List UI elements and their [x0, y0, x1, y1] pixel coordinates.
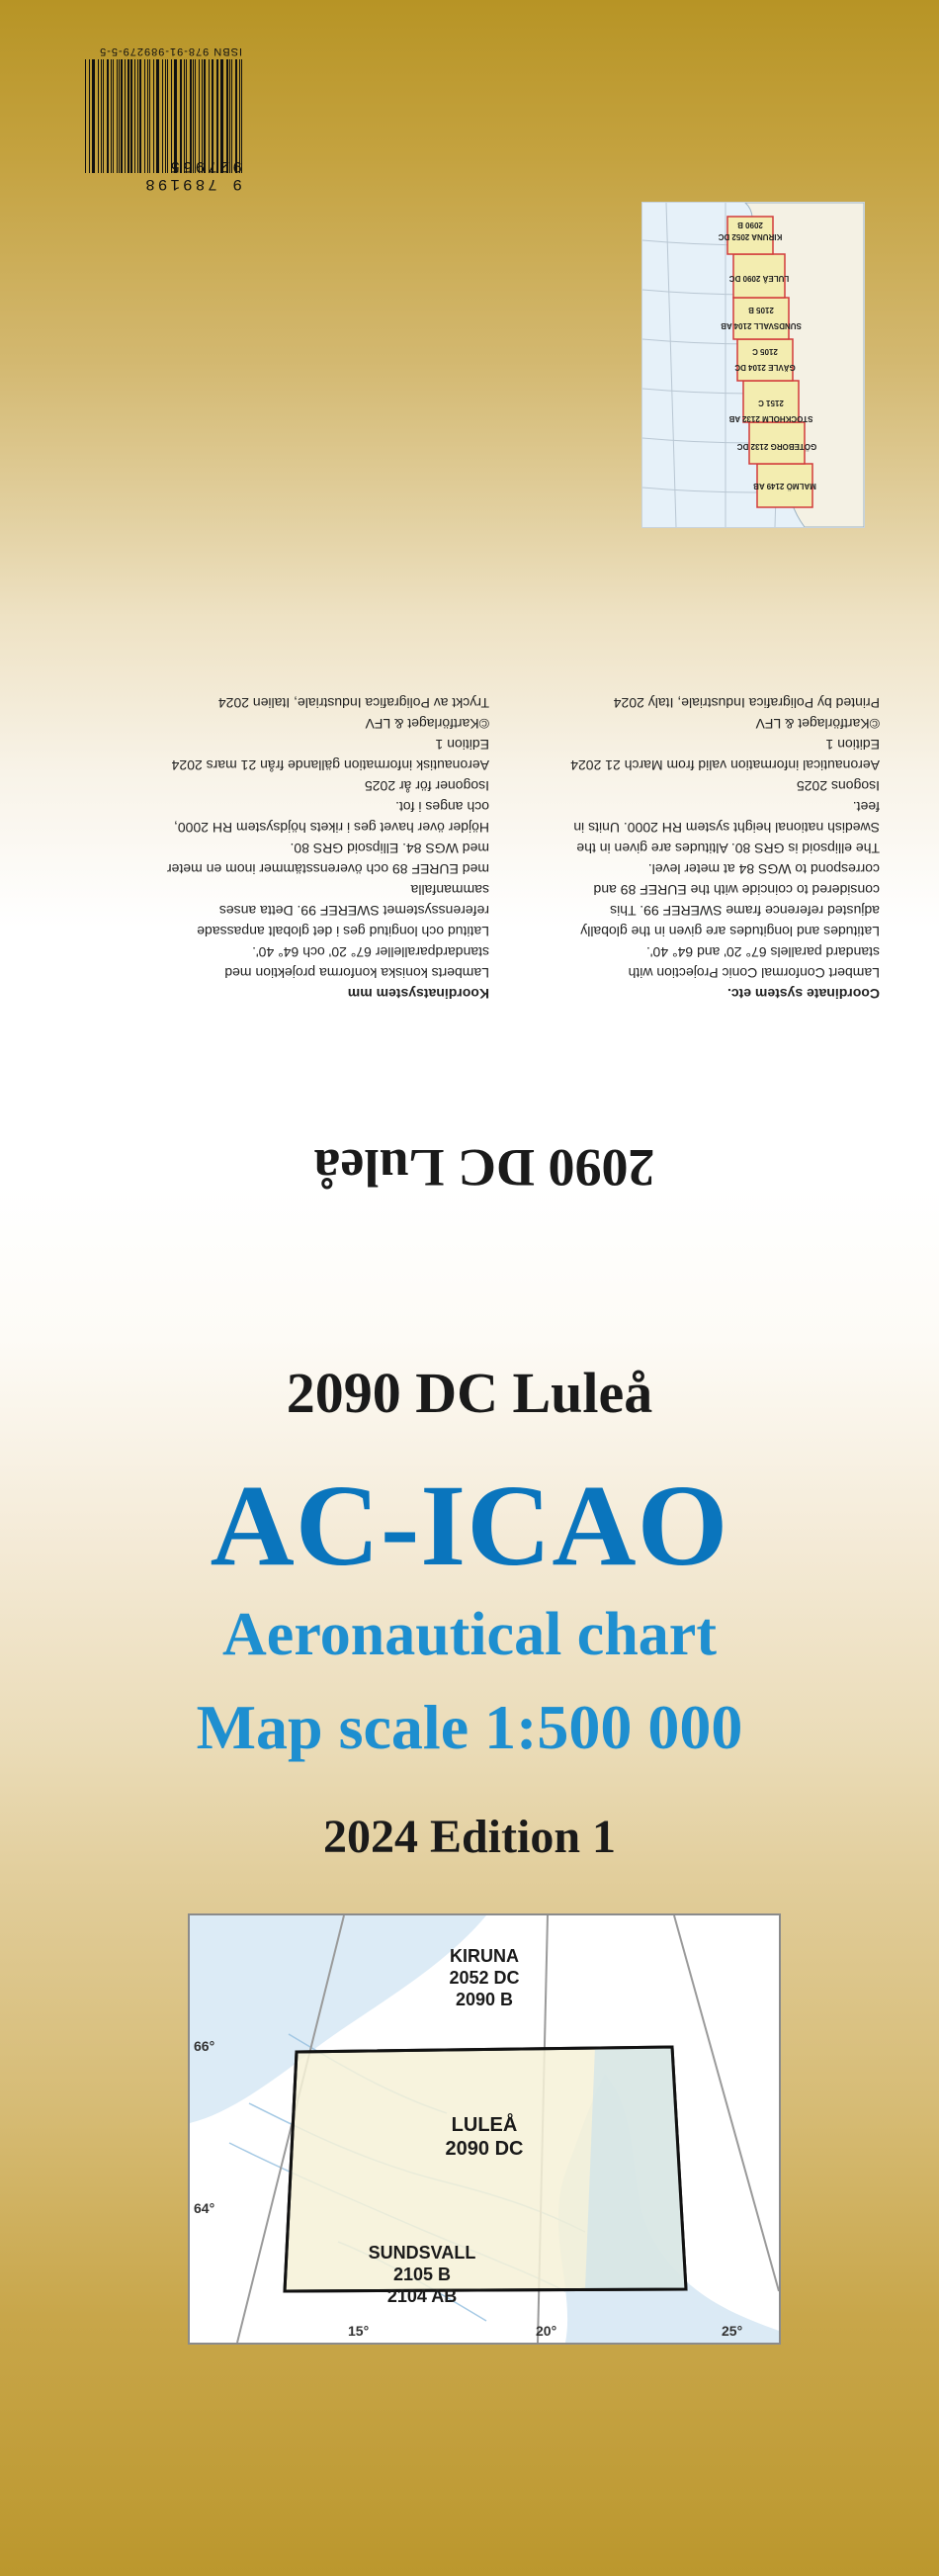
barcode-bar: [184, 59, 185, 173]
barcode-bar: [156, 59, 158, 173]
english-info-block: [554, 692, 880, 1004]
english-line: Aeronautical information valid from March 21 2024: [570, 757, 880, 773]
key-map-center-label: [425, 2113, 544, 2161]
english-line: Swedish national height system RH 2000. Units in feet.: [573, 799, 880, 836]
english-line: ©Kartförlaget & LFV: [755, 716, 880, 732]
back-title: 2090 DC Luleå: [313, 1138, 655, 1198]
english-line: Isogons 2025: [796, 778, 880, 794]
key-map-north-label: [425, 1945, 544, 2010]
key-map-south-label: [348, 2242, 496, 2307]
isbn-text: ISBN 978-91-989279-5-5: [99, 45, 242, 57]
chart-subtitle: 2090 DC Luleå: [286, 1361, 653, 1425]
barcode-bar: [171, 59, 172, 173]
barcode-bar: [213, 59, 214, 173]
swedish-line: Isogoner för år 2025: [364, 778, 489, 794]
barcode-bar: [126, 59, 127, 173]
barcode-bar: [111, 59, 112, 173]
index-map-label: LULEÅ 2090 DC: [728, 274, 790, 283]
center-sheet-code: 2090 DC: [445, 2138, 524, 2160]
index-map-label: MALMÖ 2149 AB: [753, 482, 816, 490]
barcode-bar: [101, 59, 102, 173]
index-map-label: SUNDSVALL 2104 AB: [721, 321, 802, 330]
edition-label: 2024 Edition 1: [322, 1811, 617, 1863]
swedish-line: med EUREF 89 och överensstämmer inom en meter: [166, 861, 489, 877]
swedish-line: Tryckt av Poligrafica Industriale, Italien 2024: [217, 695, 489, 711]
barcode-bar: [153, 59, 154, 173]
barcode-bar: [139, 59, 141, 173]
barcode-bar: [217, 59, 218, 173]
barcode-bar: [159, 59, 160, 173]
swedish-line: med WGS 84. Ellipsoid GRS 80.: [290, 841, 489, 856]
latitude-label: 66°: [194, 2038, 215, 2054]
swedish-line: ©Kartförlaget & LFV: [365, 716, 489, 732]
barcode-bar: [180, 59, 181, 173]
barcode-bar: [162, 59, 163, 173]
barcode-bar: [99, 59, 100, 173]
english-line: standard parallels 67° 20' and 64° 40'.: [645, 944, 880, 960]
barcode-bar: [220, 59, 222, 173]
barcode-bar: [89, 59, 90, 173]
barcode-bar: [92, 59, 94, 173]
barcode-bar: [130, 59, 131, 173]
latitude-label: 64°: [194, 2200, 215, 2216]
barcode-bar: [235, 59, 237, 173]
map-scale: Map scale 1:500 000: [196, 1692, 743, 1762]
north-sheet-name: KIRUNA: [450, 1946, 519, 1966]
barcode-bar: [199, 59, 200, 173]
barcode-bar: [121, 59, 122, 173]
barcode-bar: [113, 59, 114, 173]
barcode-bar: [202, 59, 203, 173]
center-sheet-name: LULEÅ: [451, 2114, 518, 2136]
swedish-line: Aeronautisk information gällande från 21 mars 2024: [171, 757, 489, 773]
barcode-bar: [120, 59, 121, 173]
barcode-bar: [231, 59, 232, 173]
barcode-bar: [212, 59, 213, 173]
barcode-bar: [209, 59, 210, 173]
barcode-bar: [117, 59, 118, 173]
barcode-bar: [223, 59, 224, 173]
south-sheet-code: 2104 AB: [386, 2286, 458, 2306]
barcode-bar: [167, 59, 168, 173]
index-map: [641, 202, 865, 528]
swedish-line: och anges i fot.: [395, 799, 489, 815]
barcode-bar: [147, 59, 148, 173]
south-sheet-name: SUNDSVALL: [368, 2243, 476, 2263]
index-map-label: GÄVLE 2104 DC: [734, 363, 796, 372]
barcode-bar: [226, 59, 227, 173]
english-line: adjusted reference frame SWEREF 99. This: [610, 903, 880, 919]
barcode-number: 9 789198 927955: [142, 157, 242, 193]
swedish-info-block: [163, 692, 489, 1004]
north-sheet-code: 2090 B: [455, 1990, 514, 2009]
barcode-bar: [174, 59, 176, 173]
barcode-bar: [190, 59, 192, 173]
longitude-label: 25°: [722, 2323, 743, 2339]
swedish-line: Latitud och longitud ges i det globalt anpassade: [197, 924, 489, 939]
swedish-line: Lamberts koniska konforma projektion med: [224, 965, 489, 981]
english-line: The ellipsoid is GRS 80. Altitudes are given in the: [576, 841, 880, 856]
barcode-bar: [135, 59, 136, 173]
index-map-graphic: [642, 203, 864, 527]
barcode: [74, 44, 242, 193]
swedish-line: standardparalleller 67° 20' och 64° 40'.: [252, 944, 489, 960]
barcode-bar: [177, 59, 178, 173]
english-heading: Coordinate system etc.: [726, 986, 880, 1002]
swedish-line: Höjder över havet ges i rikets höjdsystem RH 2000,: [173, 820, 489, 836]
barcode-bar: [128, 59, 129, 173]
english-line: correspond to WGS 84 at meter level.: [647, 861, 880, 877]
north-sheet-code: 2052 DC: [449, 1968, 520, 1988]
barcode-bar: [107, 59, 109, 173]
barcode-bar: [230, 59, 231, 173]
index-map-label: 2151 C: [758, 399, 784, 407]
barcode-bar: [149, 59, 150, 173]
index-map-label: STOCKHOLM 2132 AB: [728, 414, 813, 423]
swedish-heading: Koordinatsystem mm: [347, 986, 489, 1002]
barcode-bar: [186, 59, 187, 173]
barcode-bar: [137, 59, 138, 173]
longitude-label: 20°: [536, 2323, 557, 2339]
chart-title: AC-ICAO: [210, 1461, 729, 1590]
barcode-bar: [85, 59, 86, 173]
chart-type: Aeronautical chart: [222, 1601, 717, 1668]
english-line: Latitudes and longitudes are given in the globally: [580, 924, 880, 939]
index-map-label: KIRUNA 2052 DC: [718, 232, 783, 241]
barcode-bar: [239, 59, 240, 173]
swedish-line: Edition 1: [435, 737, 489, 753]
barcode-bar: [103, 59, 104, 173]
english-line: considered to coincide with the EUREF 89 and: [593, 882, 880, 898]
english-line: Printed by Poligrafica Industriale, Italy 2024: [613, 695, 880, 711]
index-map-label: GÖTEBORG 2132 DC: [736, 442, 817, 451]
english-line: Lambert Conformal Conic Projection with: [628, 965, 880, 981]
index-map-label: 2105 C: [752, 347, 778, 356]
swedish-line: referenssystemet SWEREF 99. Detta anses sammanfalla: [218, 882, 489, 919]
barcode-bar: [195, 59, 196, 173]
barcode-bar: [204, 59, 206, 173]
barcode-bars: [84, 59, 242, 173]
barcode-bar: [194, 59, 195, 173]
longitude-label: 15°: [348, 2323, 370, 2339]
index-map-label: 2105 B: [748, 306, 774, 314]
barcode-bar: [241, 59, 242, 173]
barcode-bar: [144, 59, 145, 173]
south-sheet-code: 2105 B: [392, 2265, 452, 2284]
barcode-bar: [95, 59, 96, 173]
key-map: [188, 1913, 781, 2345]
english-line: Edition 1: [825, 737, 880, 753]
barcode-bar: [165, 59, 166, 173]
index-map-label: 2090 B: [737, 221, 763, 229]
